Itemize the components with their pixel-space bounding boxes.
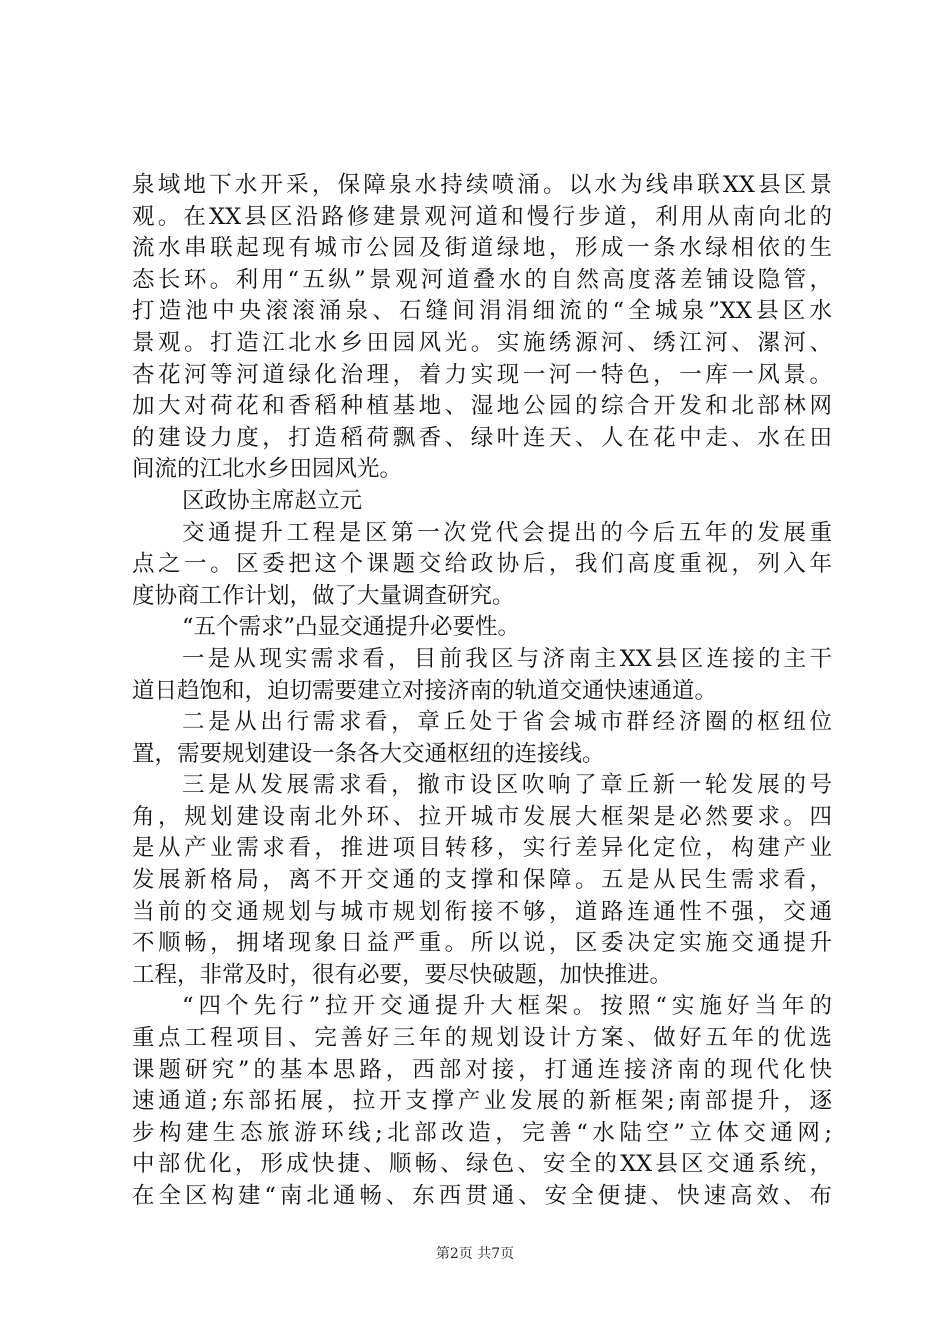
text-line: 交通提升工程是区第一次党代会提出的今后五年的发展重 bbox=[182, 519, 832, 546]
text-line: 是从产业需求看，推进项目转移，实行差异化定位，构建产业 bbox=[132, 835, 832, 862]
text-line: 课题研究”的基本思路，西部对接，打通连接济南的现代化快 bbox=[132, 1056, 832, 1083]
text-line: 在全区构建“南北通畅、东西贯通、安全便捷、快速高效、布 bbox=[132, 1183, 832, 1209]
text-line: 中部优化，形成快捷、顺畅、绿色、安全的XX县区交通系统， bbox=[132, 1151, 832, 1178]
text-line: 一是从现实需求看，目前我区与济南主XX县区连接的主干 bbox=[182, 645, 832, 672]
document-body bbox=[132, 170, 832, 1213]
text-line: 角，规划建设南北外环、拉开城市发展大框架是必然要求。四 bbox=[132, 803, 832, 830]
text-line: 发展新格局，离不开交通的支撑和保障。五是从民生需求看， bbox=[132, 867, 832, 894]
text-line: 景观。打造江北水乡田园风光。实施绣源河、绣江河、漯河、 bbox=[132, 329, 832, 356]
text-line: 杏花河等河道绿化治理，着力实现一河一特色，一库一风景。 bbox=[132, 361, 832, 388]
text-line: 二是从出行需求看，章丘处于省会城市群经济圈的枢纽位 bbox=[182, 709, 832, 736]
text-line: 态长环。利用“五纵”景观河道叠水的自然高度落差铺设隐管， bbox=[132, 266, 832, 293]
text-line: 工程，非常及时，很有必要，要尽快破题，加快推进。 bbox=[132, 961, 673, 988]
text-line: 速通道;东部拓展，拉开支撑产业发展的新框架;南部提升，逐 bbox=[132, 1088, 832, 1115]
text-line: 不顺畅，拥堵现象日益严重。所以说，区委决定实施交通提升 bbox=[132, 930, 832, 957]
text-line: “五个需求”凸显交通提升必要性。 bbox=[182, 614, 521, 641]
text-line: 打造池中央滚滚涌泉、石缝间涓涓细流的“全城泉”XX县区水 bbox=[132, 298, 832, 325]
text-line: “四个先行”拉开交通提升大框架。按照“实施好当年的 bbox=[182, 993, 832, 1020]
page-footer: 第2页 共7页 bbox=[435, 1246, 515, 1262]
text-line: 置，需要规划建设一条各大交通枢纽的连接线。 bbox=[132, 740, 605, 767]
text-line: 点之一。区委把这个课题交给政协后，我们高度重视，列入年 bbox=[132, 551, 832, 578]
text-line: 泉域地下水开采，保障泉水持续喷涌。以水为线串联XX县区景 bbox=[132, 172, 832, 198]
text-line: 三是从发展需求看，撤市设区吹响了章丘新一轮发展的号 bbox=[182, 772, 832, 799]
text-line: 当前的交通规划与城市规划衔接不够，道路连通性不强，交通 bbox=[132, 898, 832, 925]
text-line: 区政协主席赵立元 bbox=[182, 487, 363, 514]
text-line: 步构建生态旅游环线;北部改造，完善“水陆空”立体交通网; bbox=[132, 1119, 832, 1146]
text-line: 间流的江北水乡田园风光。 bbox=[132, 456, 403, 483]
text-line: 重点工程项目、完善好三年的规划设计方案、做好五年的优选 bbox=[132, 1025, 832, 1052]
text-line: 道日趋饱和，迫切需要建立对接济南的轨道交通快速通道。 bbox=[132, 677, 718, 704]
text-line: 流水串联起现有城市公园及街道绿地，形成一条水绿相依的生 bbox=[132, 235, 832, 262]
text-line: 加大对荷花和香稻种植基地、湿地公园的综合开发和北部林网 bbox=[132, 393, 832, 420]
text-line: 度协商工作计划，做了大量调查研究。 bbox=[132, 582, 515, 609]
text-line: 的建设力度，打造稻荷飘香、绿叶连天、人在花中走、水在田 bbox=[132, 424, 832, 451]
text-line: 观。在XX县区沿路修建景观河道和慢行步道，利用从南向北的 bbox=[132, 203, 832, 230]
